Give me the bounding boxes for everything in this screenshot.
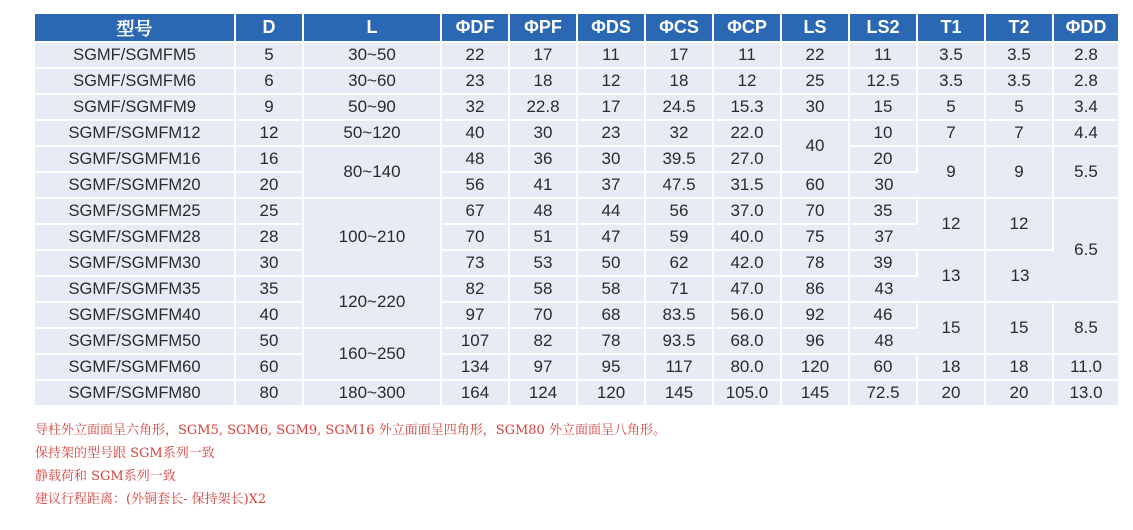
- cell-model: SGMF/SGMFM5: [35, 43, 236, 69]
- table-row: [35, 303, 1118, 329]
- table-row: [35, 251, 1118, 277]
- cell-ls2: 43: [850, 277, 918, 303]
- cell-ls: 75: [782, 225, 850, 251]
- cell-ls: 96: [782, 329, 850, 355]
- cell-ls2: 60: [850, 355, 918, 381]
- cell-pf: 36: [510, 147, 578, 173]
- note-retainer-model: 保持架的型号跟 SGM系列一致: [35, 446, 215, 461]
- cell-pf: 30: [510, 121, 578, 147]
- cell-model: SGMF/SGMFM30: [35, 251, 236, 277]
- cell-ds: 50: [578, 251, 646, 277]
- cell-cp: 68.0: [714, 329, 782, 355]
- cell-df: 23: [442, 69, 510, 95]
- cell-ds: 12: [578, 69, 646, 95]
- header-df: ΦDF: [442, 14, 510, 43]
- spec-table-container: [35, 14, 1107, 407]
- cell-df: 32: [442, 95, 510, 121]
- cell-cp: 12: [714, 69, 782, 95]
- cell-d: 16: [236, 147, 304, 173]
- note-guide-shape: 导柱外立面面呈六角形，SGM5, SGM6, SGM9, SGM16 外立面面呈四角形，SGM80 外立面面呈八角形。: [35, 423, 666, 438]
- cell-cs: 32: [646, 121, 714, 147]
- cell-l: 80~140: [304, 147, 442, 199]
- note-static-load: 静载荷和 SGM系列一致: [35, 469, 176, 484]
- cell-ls2: 11: [850, 43, 918, 69]
- cell-l: 30~60: [304, 69, 442, 95]
- cell-t2: 5: [986, 95, 1054, 121]
- cell-d: 20: [236, 173, 304, 199]
- cell-model: SGMF/SGMFM50: [35, 329, 236, 355]
- cell-model: SGMF/SGMFM35: [35, 277, 236, 303]
- table-row: [35, 121, 1118, 147]
- cell-t1: 12: [918, 199, 986, 251]
- cell-pf: 41: [510, 173, 578, 199]
- header-dd: ΦDD: [1054, 14, 1118, 43]
- table-row: [35, 381, 1118, 407]
- cell-ls: 120: [782, 355, 850, 381]
- cell-ds: 44: [578, 199, 646, 225]
- cell-d: 12: [236, 121, 304, 147]
- header-row: [35, 14, 1118, 43]
- header-cp: ΦCP: [714, 14, 782, 43]
- cell-d: 60: [236, 355, 304, 381]
- cell-ls2: 48: [850, 329, 918, 355]
- cell-t2: 9: [986, 147, 1054, 199]
- cell-d: 6: [236, 69, 304, 95]
- cell-cs: 62: [646, 251, 714, 277]
- cell-l: 120~220: [304, 277, 442, 329]
- cell-ls: 86: [782, 277, 850, 303]
- cell-cs: 24.5: [646, 95, 714, 121]
- cell-pf: 48: [510, 199, 578, 225]
- cell-d: 40: [236, 303, 304, 329]
- spec-table: [35, 14, 1118, 407]
- cell-cs: 117: [646, 355, 714, 381]
- cell-pf: 124: [510, 381, 578, 407]
- cell-df: 67: [442, 199, 510, 225]
- cell-pf: 70: [510, 303, 578, 329]
- cell-cs: 83.5: [646, 303, 714, 329]
- cell-ls: 25: [782, 69, 850, 95]
- cell-dd: 5.5: [1054, 147, 1118, 199]
- cell-ls: 40: [782, 121, 850, 173]
- cell-d: 80: [236, 381, 304, 407]
- cell-cp: 105.0: [714, 381, 782, 407]
- note-stroke-distance: 建议行程距离：(外铜套长- 保持架长)X2: [35, 492, 267, 507]
- cell-dd: 2.8: [1054, 43, 1118, 69]
- cell-t1: 13: [918, 251, 986, 303]
- cell-ls2: 20: [850, 147, 918, 173]
- cell-ds: 120: [578, 381, 646, 407]
- cell-cp: 47.0: [714, 277, 782, 303]
- cell-dd: 6.5: [1054, 199, 1118, 303]
- cell-model: SGMF/SGMFM28: [35, 225, 236, 251]
- cell-df: 22: [442, 43, 510, 69]
- cell-ls: 60: [782, 173, 850, 199]
- cell-ds: 95: [578, 355, 646, 381]
- cell-cp: 15.3: [714, 95, 782, 121]
- cell-ls2: 12.5: [850, 69, 918, 95]
- table-row: [35, 147, 1118, 173]
- cell-ls2: 37: [850, 225, 918, 251]
- cell-ls: 78: [782, 251, 850, 277]
- cell-cs: 17: [646, 43, 714, 69]
- cell-cp: 22.0: [714, 121, 782, 147]
- cell-dd: 11.0: [1054, 355, 1118, 381]
- table-row: [35, 199, 1118, 225]
- cell-model: SGMF/SGMFM9: [35, 95, 236, 121]
- cell-ls2: 30: [850, 173, 918, 199]
- cell-pf: 51: [510, 225, 578, 251]
- cell-df: 73: [442, 251, 510, 277]
- cell-model: SGMF/SGMFM60: [35, 355, 236, 381]
- cell-ls2: 72.5: [850, 381, 918, 407]
- cell-cs: 145: [646, 381, 714, 407]
- cell-t1: 7: [918, 121, 986, 147]
- cell-l: 50~90: [304, 95, 442, 121]
- cell-df: 56: [442, 173, 510, 199]
- cell-t2: 7: [986, 121, 1054, 147]
- cell-cs: 39.5: [646, 147, 714, 173]
- cell-pf: 18: [510, 69, 578, 95]
- cell-pf: 58: [510, 277, 578, 303]
- cell-ls2: 10: [850, 121, 918, 147]
- header-cs: ΦCS: [646, 14, 714, 43]
- table-row: [35, 43, 1118, 69]
- cell-cs: 56: [646, 199, 714, 225]
- cell-df: 97: [442, 303, 510, 329]
- cell-cp: 42.0: [714, 251, 782, 277]
- cell-t2: 18: [986, 355, 1054, 381]
- cell-ds: 78: [578, 329, 646, 355]
- header-ds: ΦDS: [578, 14, 646, 43]
- cell-ds: 30: [578, 147, 646, 173]
- cell-ds: 58: [578, 277, 646, 303]
- cell-cp: 11: [714, 43, 782, 69]
- header-ls2: LS2: [850, 14, 918, 43]
- cell-pf: 22.8: [510, 95, 578, 121]
- cell-cp: 56.0: [714, 303, 782, 329]
- cell-cs: 47.5: [646, 173, 714, 199]
- cell-df: 82: [442, 277, 510, 303]
- cell-t2: 3.5: [986, 69, 1054, 95]
- cell-model: SGMF/SGMFM20: [35, 173, 236, 199]
- header-pf: ΦPF: [510, 14, 578, 43]
- cell-t1: 5: [918, 95, 986, 121]
- cell-model: SGMF/SGMFM12: [35, 121, 236, 147]
- cell-ds: 11: [578, 43, 646, 69]
- cell-pf: 17: [510, 43, 578, 69]
- cell-ds: 68: [578, 303, 646, 329]
- cell-cs: 71: [646, 277, 714, 303]
- cell-ls2: 15: [850, 95, 918, 121]
- cell-ls: 22: [782, 43, 850, 69]
- cell-l: 50~120: [304, 121, 442, 147]
- table-row: [35, 355, 1118, 381]
- cell-dd: 8.5: [1054, 303, 1118, 355]
- cell-cp: 80.0: [714, 355, 782, 381]
- cell-ds: 23: [578, 121, 646, 147]
- cell-l: 30~50: [304, 43, 442, 69]
- cell-d: 28: [236, 225, 304, 251]
- cell-df: 40: [442, 121, 510, 147]
- cell-df: 134: [442, 355, 510, 381]
- cell-model: SGMF/SGMFM40: [35, 303, 236, 329]
- cell-t1: 18: [918, 355, 986, 381]
- cell-d: 35: [236, 277, 304, 303]
- cell-d: 5: [236, 43, 304, 69]
- cell-t2: 20: [986, 381, 1054, 407]
- cell-ls: 30: [782, 95, 850, 121]
- table-row: [35, 95, 1118, 121]
- cell-pf: 53: [510, 251, 578, 277]
- cell-t1: 15: [918, 303, 986, 355]
- cell-t2: 3.5: [986, 43, 1054, 69]
- cell-ls2: 35: [850, 199, 918, 225]
- cell-t2: 13: [986, 251, 1054, 303]
- cell-model: SGMF/SGMFM16: [35, 147, 236, 173]
- cell-dd: 2.8: [1054, 69, 1118, 95]
- cell-cp: 40.0: [714, 225, 782, 251]
- cell-model: SGMF/SGMFM6: [35, 69, 236, 95]
- cell-d: 9: [236, 95, 304, 121]
- cell-t1: 3.5: [918, 69, 986, 95]
- cell-pf: 97: [510, 355, 578, 381]
- cell-l: 160~250: [304, 329, 442, 381]
- cell-d: 25: [236, 199, 304, 225]
- cell-l: 180~300: [304, 381, 442, 407]
- header-d: D: [236, 14, 304, 43]
- cell-ds: 37: [578, 173, 646, 199]
- cell-dd: 4.4: [1054, 121, 1118, 147]
- header-t2: T2: [986, 14, 1054, 43]
- cell-dd: 3.4: [1054, 95, 1118, 121]
- cell-d: 50: [236, 329, 304, 355]
- cell-d: 30: [236, 251, 304, 277]
- cell-l: 100~210: [304, 199, 442, 277]
- header-t1: T1: [918, 14, 986, 43]
- cell-df: 107: [442, 329, 510, 355]
- cell-pf: 82: [510, 329, 578, 355]
- cell-t1: 3.5: [918, 43, 986, 69]
- cell-ds: 17: [578, 95, 646, 121]
- cell-t1: 20: [918, 381, 986, 407]
- header-ls: LS: [782, 14, 850, 43]
- cell-df: 48: [442, 147, 510, 173]
- header-l: L: [304, 14, 442, 43]
- header-model: 型号: [35, 14, 236, 43]
- cell-model: SGMF/SGMFM80: [35, 381, 236, 407]
- cell-ls2: 46: [850, 303, 918, 329]
- cell-t1: 9: [918, 147, 986, 199]
- cell-df: 70: [442, 225, 510, 251]
- cell-model: SGMF/SGMFM25: [35, 199, 236, 225]
- notes-section: [35, 419, 666, 511]
- cell-dd: 13.0: [1054, 381, 1118, 407]
- cell-t2: 15: [986, 303, 1054, 355]
- cell-ls2: 39: [850, 251, 918, 277]
- cell-cp: 37.0: [714, 199, 782, 225]
- cell-cs: 18: [646, 69, 714, 95]
- cell-df: 164: [442, 381, 510, 407]
- table-row: [35, 69, 1118, 95]
- cell-ls: 145: [782, 381, 850, 407]
- cell-cp: 27.0: [714, 147, 782, 173]
- cell-t2: 12: [986, 199, 1054, 251]
- cell-ds: 47: [578, 225, 646, 251]
- cell-cs: 93.5: [646, 329, 714, 355]
- cell-ls: 92: [782, 303, 850, 329]
- cell-cp: 31.5: [714, 173, 782, 199]
- cell-ls: 70: [782, 199, 850, 225]
- cell-cs: 59: [646, 225, 714, 251]
